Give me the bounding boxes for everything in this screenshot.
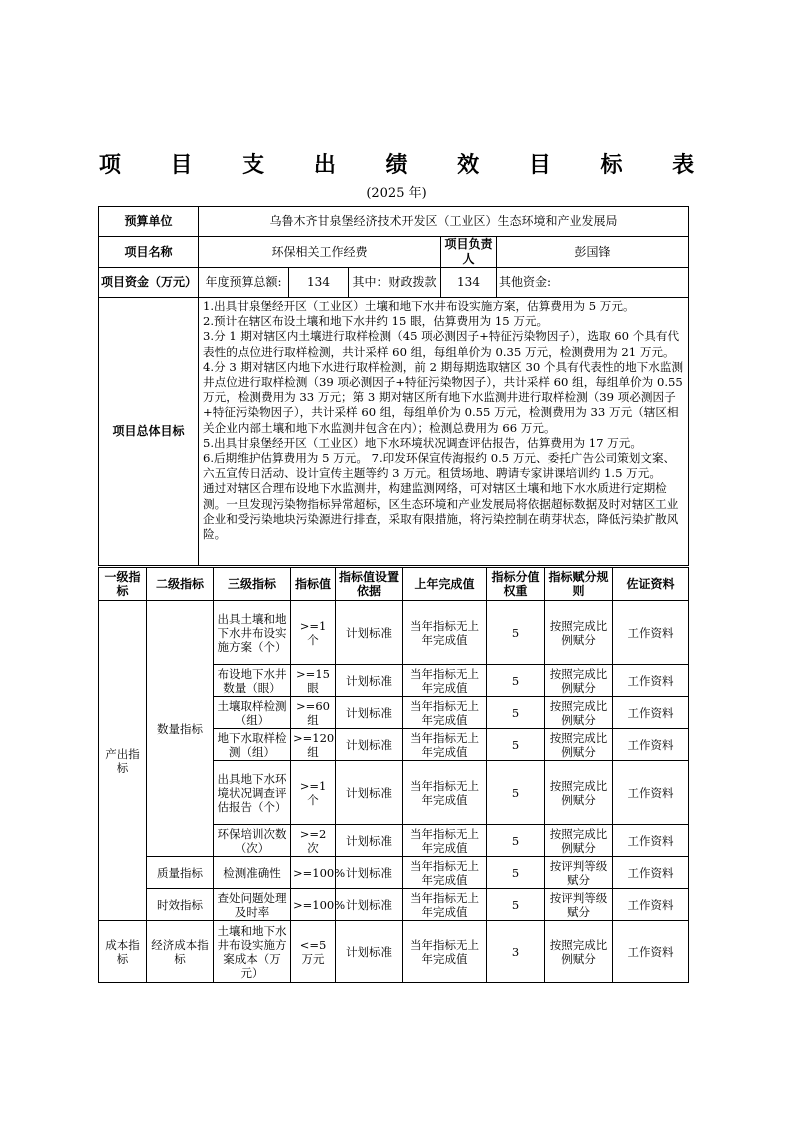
evidence: 工作资料 xyxy=(613,601,689,665)
level2-indicator: 时效指标 xyxy=(147,889,214,921)
column-header: 指标赋分规则 xyxy=(545,568,613,601)
previous-value: 当年指标无上年完成值 xyxy=(403,857,487,889)
indicator-value: >=100% xyxy=(291,857,336,889)
previous-value: 当年指标无上年完成值 xyxy=(403,601,487,665)
scoring-rule: 按照完成比例赋分 xyxy=(545,665,613,697)
indicator-basis: 计划标准 xyxy=(336,697,403,729)
evidence: 工作资料 xyxy=(613,665,689,697)
previous-value: 当年指标无上年完成值 xyxy=(403,697,487,729)
indicator-weight: 5 xyxy=(487,729,545,761)
table-row xyxy=(99,921,689,983)
level3-indicator: 出具地下水环境状况调查评估报告（个） xyxy=(214,761,291,825)
scoring-rule: 按评判等级赋分 xyxy=(545,889,613,921)
goal-line: 3.分 1 期对辖区内土壤进行取样检测（45 项必测因子+特征污染物因子），选取 60 个具有代表性的点位进行取样检测，共计采样 60 组，每组单价为 0.35 万元，检测费用为 21 万元。 xyxy=(203,329,680,359)
indicator-weight: 5 xyxy=(487,857,545,889)
goal-line: 4.分 3 期对辖区内地下水进行取样检测，前 2 期每期选取辖区 30 个具有代表性的地下水监测井点位进行取样检测（39 项必测因子+特征污染物因子），共计采样 60 组，每组单价为 0.55 万元，检测费用为 33 万元；第 3 期对辖区所有地下水监测井进行取样检测（39 项必测因子+特征污染物因子），共计采样 60 组，每组单价为 0.55 万元，检测费用为 33 万元（辖区相关企业内部土壤和地下水监测井包含在内）；检测总费用为 66 万元。 xyxy=(203,359,684,435)
evidence: 工作资料 xyxy=(613,697,689,729)
indicator-value: <=5 万元 xyxy=(291,921,336,983)
level2-indicator: 数量指标 xyxy=(147,601,214,857)
indicator-weight: 5 xyxy=(487,761,545,825)
annual-budget-label: 年度预算总额: xyxy=(199,268,289,298)
indicator-basis: 计划标准 xyxy=(336,729,403,761)
previous-value: 当年指标无上年完成值 xyxy=(403,921,487,983)
scoring-rule: 按照完成比例赋分 xyxy=(545,761,613,825)
goal-line: 5.出具甘泉堡经开区（工业区）地下水环境状况调查评估报告，估算费用为 17 万元。 xyxy=(203,435,642,450)
table-row xyxy=(99,601,689,665)
owner-value: 彭国锋 xyxy=(497,237,689,268)
goal-text xyxy=(199,298,689,566)
evidence: 工作资料 xyxy=(613,921,689,983)
previous-value: 当年指标无上年完成值 xyxy=(403,825,487,857)
level3-indicator: 布设地下水井数量（眼） xyxy=(214,665,291,697)
level3-indicator: 出具土壤和地下水井布设实施方案（个） xyxy=(214,601,291,665)
previous-value: 当年指标无上年完成值 xyxy=(403,665,487,697)
indicator-basis: 计划标准 xyxy=(336,857,403,889)
table-row xyxy=(99,889,689,921)
indicator-weight: 3 xyxy=(487,921,545,983)
scoring-rule: 按照完成比例赋分 xyxy=(545,697,613,729)
indicator-value: >=60 组 xyxy=(291,697,336,729)
indicator-value: >=100% xyxy=(291,889,336,921)
column-header: 二级指标 xyxy=(147,568,214,601)
column-header: 佐证资料 xyxy=(613,568,689,601)
year-label: (2025 年) xyxy=(366,186,427,201)
other-funds-label xyxy=(497,268,689,298)
level2-indicator: 经济成本指标 xyxy=(147,921,214,983)
evidence: 工作资料 xyxy=(613,729,689,761)
level3-indicator: 检测准确性 xyxy=(214,857,291,889)
indicator-basis: 计划标准 xyxy=(336,601,403,665)
level3-indicator: 土壤取样检测（组） xyxy=(214,697,291,729)
indicator-value: >=1 个 xyxy=(291,601,336,665)
indicator-header-row xyxy=(99,568,689,601)
indicator-value: >=15 眼 xyxy=(291,665,336,697)
scoring-rule: 按照完成比例赋分 xyxy=(545,921,613,983)
level3-indicator: 环保培训次数（次） xyxy=(214,825,291,857)
level1-indicator: 产出指标 xyxy=(99,601,147,921)
indicator-basis: 计划标准 xyxy=(336,921,403,983)
indicator-weight: 5 xyxy=(487,697,545,729)
previous-value: 当年指标无上年完成值 xyxy=(403,889,487,921)
budget-unit-label: 预算单位 xyxy=(99,207,199,237)
indicator-basis: 计划标准 xyxy=(336,665,403,697)
indicator-basis: 计划标准 xyxy=(336,825,403,857)
column-header: 上年完成值 xyxy=(403,568,487,601)
evidence: 工作资料 xyxy=(613,857,689,889)
level2-indicator: 质量指标 xyxy=(147,857,214,889)
scoring-rule: 按照完成比例赋分 xyxy=(545,601,613,665)
goal-line: 1.出具甘泉堡经开区（工业区）土壤和地下水井布设实施方案，估算费用为 5 万元。 xyxy=(203,299,635,313)
evidence: 工作资料 xyxy=(613,825,689,857)
indicator-weight: 5 xyxy=(487,665,545,697)
fiscal-value: 134 xyxy=(441,268,497,298)
goal-line: 2.预计在辖区布设土壤和地下水井约 15 眼，估算费用为 15 万元。 xyxy=(203,314,549,329)
level3-indicator: 土壤和地下水井布设实施方案成本（万元） xyxy=(214,921,291,983)
previous-value: 当年指标无上年完成值 xyxy=(403,729,487,761)
level3-indicator: 查处问题处理及时率 xyxy=(214,889,291,921)
indicator-value: >=1 个 xyxy=(291,761,336,825)
owner-label: 项目负责人 xyxy=(441,237,497,268)
project-info-table xyxy=(98,206,689,566)
indicator-value: >=120 组 xyxy=(291,729,336,761)
indicator-weight: 5 xyxy=(487,825,545,857)
level1-indicator: 成本指标 xyxy=(99,921,147,983)
indicator-table xyxy=(98,567,689,983)
other-funds-label-text: 其他资金: xyxy=(499,275,552,289)
scoring-rule: 按照完成比例赋分 xyxy=(545,825,613,857)
annual-budget-value: 134 xyxy=(289,268,349,298)
evidence: 工作资料 xyxy=(613,889,689,921)
scoring-rule: 按照完成比例赋分 xyxy=(545,729,613,761)
project-name-label: 项目名称 xyxy=(99,237,199,268)
fiscal-label: 其中：财政拨款 xyxy=(349,268,441,298)
column-header: 指标值设置依据 xyxy=(336,568,403,601)
column-header: 一级指标 xyxy=(99,568,147,601)
column-header: 指标分值权重 xyxy=(487,568,545,601)
indicator-basis: 计划标准 xyxy=(336,761,403,825)
column-header: 三级指标 xyxy=(214,568,291,601)
goal-line: 通过对辖区合理布设地下水监测井，构建监测网络，可对辖区土壤和地下水水质进行定期检测。一旦发现污染物指标异常超标，区生态环境和产业发展局将依据超标数据及时对辖区工业企业和受污染地块污染源进行排查，采取有限措施，将污染控制在萌芽状态，降低污染扩散风险。 xyxy=(203,481,679,542)
page-title: 项 目 支 出 绩 效 目 标 表 xyxy=(98,152,716,178)
evidence: 工作资料 xyxy=(613,761,689,825)
goal-line: 6.后期维护估算费用为 5 万元。 7.印发环保宣传海报约 0.5 万元、委托广告公司策划文案、六五宣传日活动、设计宣传主题等约 3 万元。租赁场地、聘请专家讲课培训约 1.5 万元。 xyxy=(203,451,676,481)
column-header: 指标值 xyxy=(291,568,336,601)
indicator-weight: 5 xyxy=(487,601,545,665)
table-row xyxy=(99,857,689,889)
project-name-value: 环保相关工作经费 xyxy=(199,237,441,268)
scoring-rule: 按评判等级赋分 xyxy=(545,857,613,889)
indicator-basis: 计划标准 xyxy=(336,889,403,921)
indicator-weight: 5 xyxy=(487,889,545,921)
funds-label: 项目资金（万元） xyxy=(99,268,199,298)
indicator-value: >=2 次 xyxy=(291,825,336,857)
goal-label: 项目总体目标 xyxy=(99,298,199,566)
level3-indicator: 地下水取样检测（组） xyxy=(214,729,291,761)
budget-unit-value: 乌鲁木齐甘泉堡经济技术开发区（工业区）生态环境和产业发展局 xyxy=(199,207,689,237)
previous-value: 当年指标无上年完成值 xyxy=(403,761,487,825)
